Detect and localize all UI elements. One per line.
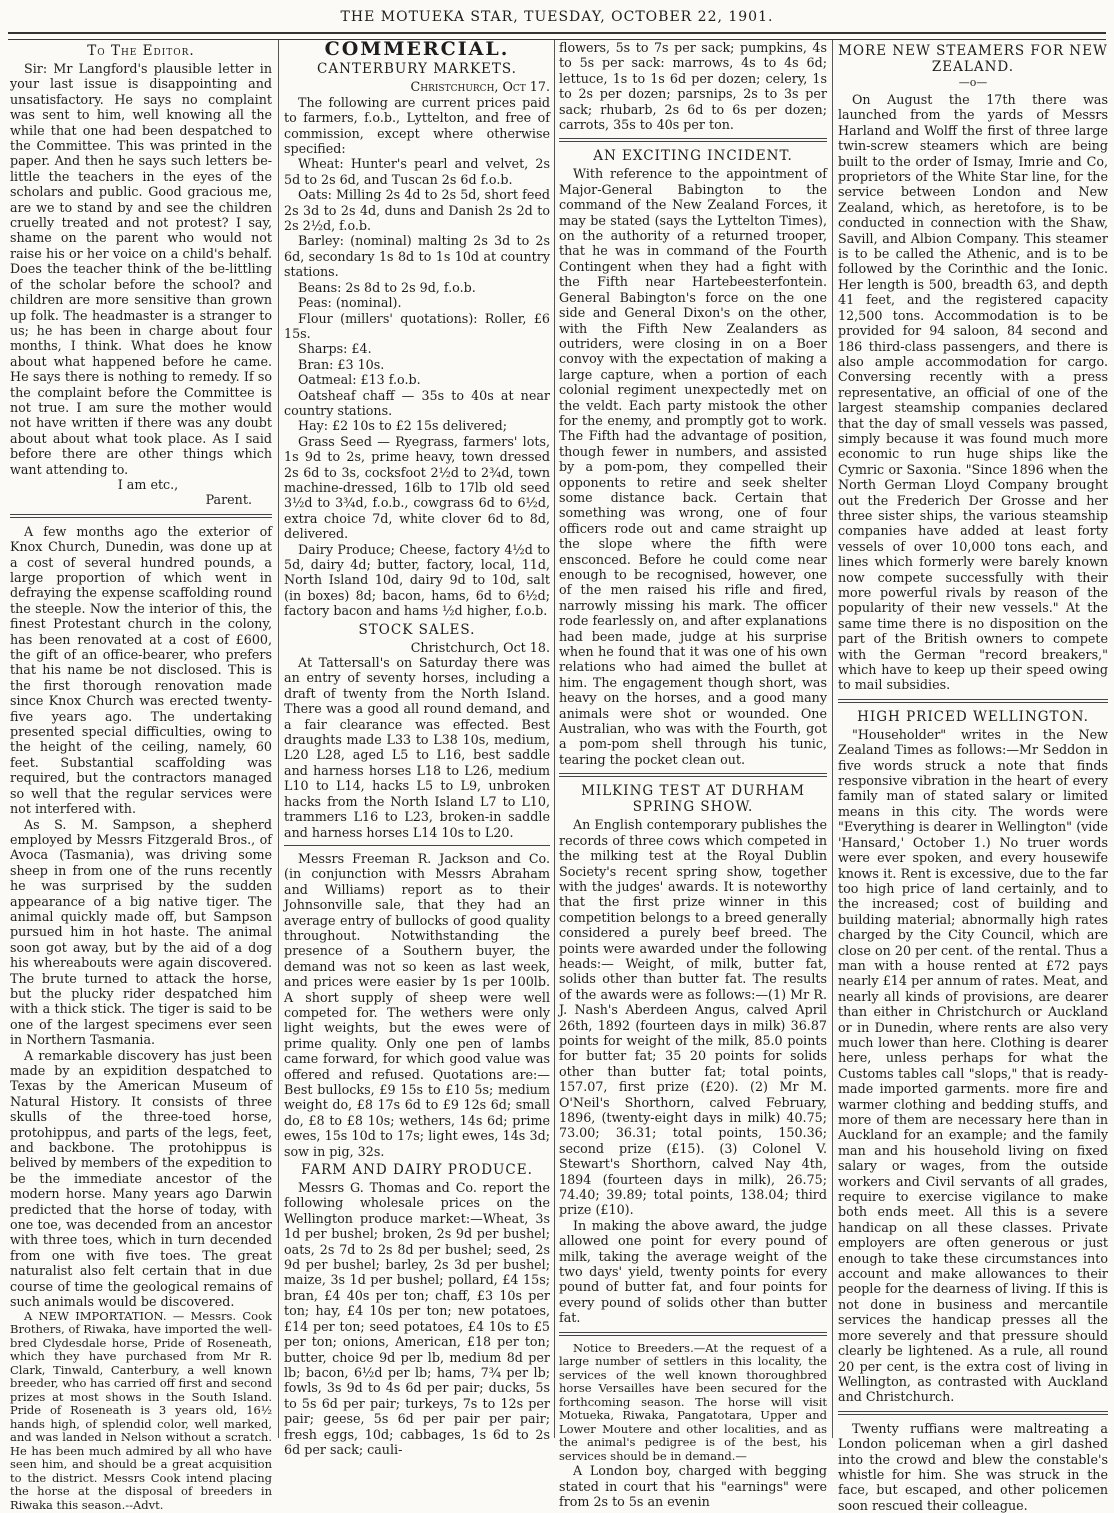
notice-to-breeders: Notice to Breeders.—At the request of a large number of settlers in this locality, the services of the well known thoroughbred horse Versailles have been secured for the forthcoming season. The horse will visit Motueka, Riwaka, Pangatotara, Upper and Lower Moutere and other localities, and as the animal's pedigree is of the best, his services should be in demand.— bbox=[559, 1340, 827, 1463]
wellington-heading: HIGH PRICED WELLINGTON. bbox=[857, 708, 1089, 725]
wellington-body: "Householder" writes in the New Zealand Times as follows:—Mr Seddon in five words struck a note that finds responsive vibration in the heart of every family man of stated salary or limited means in this city. The words were "Everything is dearer in Wellington" (vide 'Hansard,' October 1.) No truer words were ever spoken, and every housewife knows it. Rent is excessive, due to the far too high price of land certainly, and to the increased; cost of building and building material; abnormally high rates charged by the City Council, which are close on 20 per cent. of the rental. Thus a man with a house rented at £72 pays nearly £14 per annum of rates. Meat, and nearly all kinds of provisions, are dearer than either in Christchurch or Auckland or in Dunedin, where rents are also very much lower than here. Clothing is dearer here, unless perhaps for what the Customs tables call "slops," that is ready-made imported garments. more fire and warmer clothing and bedding stuffs, and more of them are necessary here than in Auckland for an example; and the family man and his household living on fixed salary or wages, from the outside workers and Civil servants of all grades, require to exercise vigilance to make both ends meet. All this is a severe handicap on all these classes. Private employers are often generous or just enough to take these circumstances into account and make allowances to their people for the dearness of living. If this is not done in business and mercantile services the handicap presses all the more severely and that pressure should clearly be lightened. As a rule, all round 20 per cent, is the extra cost of living in Wellington, as contrasted with Auckland and Christchurch. bbox=[838, 726, 1108, 1405]
letter-signature: Parent. bbox=[205, 492, 252, 508]
price-oatmeal: Oatmeal: £13 f.o.b. bbox=[298, 372, 421, 388]
article-johnsonville-sale: Messrs Freeman R. Jackson and Co. (in conjunction with Messrs Abraham and Williams) report as to their Johnsonville sale, that they had an average entry of bullocks of good quality throughout. Notwithstanding the presence of a Southern buyer, the demand was not so keen as last week, and prices were easier by 1s per 100lb. A short supply of sheep were well competed for. The wethers were only light weights, but the ewes were of prime quality. Only one pen of lambs came forward, for which good value was offered and refused. Quotations are:—Best bullocks, £9 15s to £10 5s; medium weight do, £8 17s 6d to £9 12s 6d; small do, £8 to £8 10s; wethers, 14s 6d; prime ewes, 15s 10d to 17s; light ewes, 14s 3d; sow in pig, 32s. bbox=[284, 850, 550, 1159]
markets-dateline: Christchurch, Oct 17. bbox=[410, 79, 550, 95]
article-discovery: A remarkable discovery has just been made by an expidition despatched to Texas by the American Museum of Natural History. It consists of three skulls of the three-toed horse, protohippus, and parts of the legs, feet, and backbone. The protohippus is belived by members of the expedition to be the immediate ancestor of the modern horse. Many years ago Darwin predicted that the horse of today, with one toe, was decended from an ancestor with three toes, which in turn decended from one with five toes. The great naturalist also felt certain that in due course of time the geological remains of such animals would be discovered. bbox=[10, 1047, 272, 1310]
price-bran: Bran: £3 10s. bbox=[298, 356, 385, 372]
column-rule bbox=[554, 40, 555, 1438]
farm-heading: FARM AND DAIRY PRODUCE. bbox=[301, 1162, 533, 1179]
section-divider bbox=[559, 1332, 827, 1336]
section-divider bbox=[559, 773, 827, 777]
markets-intro: The following are current prices paid to farmers, f.o.b., Lyttelton, and free of commission, except where otherwise specified: bbox=[284, 94, 550, 157]
stock-body: At Tattersall's on Saturday there was an entry of seventy horses, including a draft of twenty from the North Island. There was a good all round demand, and a fair clearance was effected. Best draughts made L33 to L38 10s, medium, L20 L28, aged L5 to L16, best saddle and harness horses L18 to L26, medium L10 to L14, hacks L5 to L9, unbroken hacks from the North Island L7 to L10, trammers L16 to L23, broken-in saddle and harness horses L14 10s to L20. bbox=[284, 655, 550, 840]
section-divider bbox=[838, 699, 1108, 703]
column-2 bbox=[284, 38, 550, 1457]
column-1 bbox=[10, 40, 272, 1512]
milking-award: In making the above award, the judge allowed one point for every pound of milk, taking the average weight of the two days' yield, twenty points for every pound of butter fat, and four points for every pound of solids other than butter fat. bbox=[559, 1217, 827, 1326]
section-divider bbox=[10, 514, 272, 518]
section-divider bbox=[838, 1411, 1108, 1415]
price-hay: Hay: £2 10s to £2 15s delivered; bbox=[298, 418, 507, 434]
price-sharps: Sharps: £4. bbox=[298, 341, 372, 357]
stock-dateline: Christchurch, Oct 18. bbox=[410, 639, 550, 655]
produce-continued: flowers, 5s to 7s per sack; pumpkins, 4s to 5s per sack: marrows, 4s to 4s 6d; lettuce, 1s to 1s 6d per dozen; celery, 1s to 2s per dozen; parsnips, 2s to 3s per sack; rhubarb, 2s 6d to 6s per dozen; carrots, 35s to 40s per ton. bbox=[559, 40, 827, 133]
milking-heading: MILKING TEST AT DURHAM SPRING SHOW. bbox=[581, 783, 805, 816]
steamers-heading: MORE NEW STEAMERS FOR NEW ZEALAND. bbox=[838, 43, 1108, 75]
article-tiger: As S. M. Sampson, a shepherd employed by Messrs Fitzgerald Bros., of Avoca (Tasmania), was driving some sheep in from one of the runs recently he was surprised by the sudden appearance of a big native tiger. The animal quickly made off, but Sampson pursued him in hot haste. The animal soon got away, but by the aid of a dog his whereabouts were again discovered. The brute turned to attack the horse, but the plucky rider despatched him with a thick stick. The tiger is said to be one of the largest specimens ever seen in Northern Tasmania. bbox=[10, 816, 272, 1048]
price-flour: Flour (millers' quotations): Roller, £6 15s. bbox=[284, 310, 550, 341]
price-beans: Beans: 2s 8d to 2s 9d, f.o.b. bbox=[298, 279, 476, 295]
price-peas: Peas: (nominal). bbox=[298, 295, 402, 311]
price-grass-seed: Grass Seed — Ryegrass, farmers' lots, 1s 9d to 2s, prime heavy, town dressed 2s 6d to 3s, cocksfoot 2½d to 2¾d, town machine-dressed, 16lb to 17lb old seed 3½d to 3¾d, f.o.b., cowgrass 6d to 6½d, extra choice 7d, white clover 6d to 8d, delivered. bbox=[284, 433, 550, 542]
letter-heading: To The Editor. bbox=[87, 43, 195, 59]
advert-importation: A NEW IMPORTATION. — Messrs. Cook Brothers, of Riwaka, have imported the well-bred Clydesdale horse, Pride of Roseneath, which they have purchased from Mr R. Clark, Tinwald, Canterbury, a well known breeder, who has carried off first and second prizes at most shows in the South Island. Pride of Roseneath is 3 years old, 16½ hands high, of splendid color, well marked, and was landed in Nelson without a scratch. He has been much admired by all who have seen him, and should be a great acquisition to the district. Messrs Cook intend placing the horse at the disposal of breeders in Riwaka this season.--Advt. bbox=[10, 1308, 272, 1512]
price-dairy: Dairy Produce; Cheese, factory 4½d to 5d, dairy 4d; butter, factory, local, 11d, North Island 10d, dairy 9d to 10d, salt (in boxes) 8d; bacon, hams, 6d to 6½d; factory bacon and hams ½d higher, f.o.b. bbox=[284, 541, 550, 619]
column-3 bbox=[559, 40, 828, 1509]
column-rule bbox=[278, 40, 279, 1438]
farm-body: Messrs G. Thomas and Co. report the following wholesale prices on the Wellington produce market:—Wheat, 3s 1d per bushel; broken, 2s 9d per bushel; oats, 2s 7d to 2s 8d per bushel; seed, 2s 9d per bushel; barley, 2s 3d per bushel; maize, 3s 1d per bushel; pollard, £4 15s; bran, £4 40s per ton; chaff, £3 10s per ton; hay, £4 10s per ton; new potatoes, £14 per ton; seed potatoes, £4 10s to £5 per ton; onions, American, £18 per ton; butter, choice 9d per lb, medium 8d per lb; bacon, 6½d per lb; hams, 7¾ per lb; fowls, 3s 9d to 4s 6d per pair; ducks, 5s to 5s 6d per pair; turkeys, 7s to 12s per pair; geese, 5s 6d per pair per pair; fresh eggs, 10d; cabbages, 1s 6d to 2s 6d per sack; cauli- bbox=[284, 1180, 550, 1457]
masthead-rule bbox=[8, 32, 1106, 40]
steamers-body: On August the 17th there was launched from the yards of Messrs Harland and Wolff the first of three large twin-screw steamers which are being built to the order of Ismay, Imrie and Co, proprietors of the White Star line, for the service between London and New Zealand, which, as heretofore, is to be conducted in connection with the Shaw, Savill, and Albion Company. This steamer is to be called the Athenic, and is to be followed by the Corinthic and the Ionic. Her length is 500, breadth 63, and depth 41 feet, and the registered capacity 12,500 tons. Accommodation is to be provided for 94 saloon, 84 second and 186 third-class passengers, and there is also ample accommodation for cargo. Conversing recently with a press representative, an official of one of the largest steamship companies declared that the day of small vessels was passed, simply because it was found much more economic to run huge ships like the Cymric or Saxonia. "Since 1896 when the North German Lloyd Company brought out the Frederich Der Grosse and her three sister ships, the various steamship companies have added at least forty vessels of over 10,000 tons each, and lines which formerly were barely known now compete successfully with their more powerful rivals by reason of the popularity of their new vessels." At the same time there is no disposition on the part of the British owners to compete with the German "record breakers," which have to keep up their speed owing to mail subsidies. bbox=[838, 92, 1108, 693]
section-divider bbox=[559, 138, 827, 142]
column-4 bbox=[838, 40, 1108, 1513]
price-barley: Barley: (nominal) malting 2s 3d to 2s 6d, secondary 1s 8d to 1s 10d at country stations. bbox=[284, 233, 550, 280]
letter-body: Sir: Mr Langford's plausible letter in your last issue is disappointing and unsatisfactory. He says no complaint was sent to him, well knowing all the while that one had been despatched to the Committee. This was printed in the paper. And then he says such letters be-little the teachers in the eyes of the scholars and public. Good gracious me, are we to stand by and see the children cruelly treated and not protest? I say, shame on the parent who would not raise his or her voice on a child's behalf. Does the teacher think of the be-littling of the scholar before the school? and children are more sensitive than grown up folk. The headmaster is a stranger to us; he has been in charge about four months, I think. What does he know about what happened before he came. He says there is nothing to remedy. If so the complaint before the Committee is not true. I am sure the mother would not have written if there was any doubt about about what took place. As I said before there are other things which want attending to. bbox=[10, 61, 272, 477]
incident-heading: AN EXCITING INCIDENT. bbox=[593, 148, 793, 165]
price-oats: Oats: Milling 2s 4d to 2s 5d, short feed 2s 3d to 2s 4d, duns and Danish 2s 2d to 2s 2½d, f.o.b. bbox=[284, 187, 550, 234]
masthead: THE MOTUEKA STAR, TUESDAY, OCTOBER 22, 1901. bbox=[340, 9, 774, 25]
price-oatsheaf: Oatsheaf chaff — 35s to 40s at near country stations. bbox=[284, 387, 550, 418]
milking-body: An English contemporary publishes the records of three cows which competed in the milking test at the Royal Dublin Society's recent spring show, together with the judges' awards. It is noteworthy that the first prize winner in this competition belongs to a breed generally considered a purely beef breed. The points were awarded under the following heads:— Weight, of milk, butter fat, solids other than butter fat. The results of the awards were as follows:—(1) Mr R. J. Nash's Aberdeen Angus, calved April 26th, 1892 (fourteen days in milk) 36.87 points for weight of the milk, 85.0 points for butter fat; 35 20 points for solids other than butter fat; total points, 157.07, first prize (£20). (2) Mr M. O'Neil's Shorthorn, calved February, 1896, (twenty-eight days in milk) 40.75; 73.00; 36.31; total points, 150.36; second prize (£15). (3) Colonel V. Stewart's Shorthorn, calved Nay 4th, 1894 (fourteen days in milk), 26.75; 74.40; 39.89; total points, 138.04; third prize (£10). bbox=[559, 817, 828, 1218]
section-divider bbox=[284, 845, 550, 846]
stock-heading: STOCK SALES. bbox=[358, 621, 476, 638]
section-title: COMMERCIAL. bbox=[324, 38, 510, 60]
ornament-divider: —o— bbox=[958, 76, 988, 89]
letter-closing: I am etc., bbox=[117, 476, 179, 492]
price-wheat: Wheat: Hunter's pearl and velvet, 2s 5d to 2s 6d, and Tuscan 2s 6d f.o.b. bbox=[284, 156, 550, 187]
markets-heading: CANTERBURY MARKETS. bbox=[317, 61, 517, 78]
article-london-boy: A London boy, charged with begging stated in court that his "earnings" were from 2s to 5s an evenin bbox=[559, 1463, 827, 1509]
article-knox-church: A few months ago the exterior of Knox Church, Dunedin, was done up at a cost of several hundred pounds, a large proportion of which went in defraying the expense scaffolding round the steeple. Now the interior of this, the finest Protestant church in the colony, has been renovated at a cost of £600, the gift of an office-bearer, who prefers that his name be not disclosed. This is the first thorough renovation made since Knox Church was erected twenty-five years ago. The undertaking presented special difficulties, owing to the height of the ceiling, namely, 60 feet. Substantial scaffolding was required, but the contractors managed so well that the regular services were not interfered with. bbox=[10, 523, 272, 817]
column-rule bbox=[832, 40, 833, 1438]
incident-body: With reference to the appointment of Major-General Babington to the command of the New Zealand Forces, it may be stated (says the Lyttelton Times), on the authority of a returned trooper, that he was in command of the Fourth Contingent when they had a fight with the Fifth near Hartebeesterfontein. General Babington's force on the one side and General Dixon's on the other, with the Fifth New Zealanders as outriders, were closing in on a Boer convoy with the expectation of making a large capture, when a portion of each colonial regiment unexpectedly met on the veldt. Each party mistook the other for the enemy, and promptly got to work. The Fifth had the advantage of position, though fewer in numbers, and assisted by a pom-pom, they compelled their opponents to retire and seek shelter some distance back. Certain that something was wrong, one of four officers rode out and came straight up the slope where the fifth were ensconced. Before he could come near enough to be recognised, however, one of the men raised his rifle and fired, narrowly missing his mark. The officer rode fearlessly on, and after explanations had been made, judge at his surprise when he found that it was one of his own relations who had aimed the bullet at him. The engagement though short, was heavy on the horses, and a good many animals were shot or wounded. One Australian, who was with the Fourth, got a pom-pom shell through his tunic, tearing the pocket clean out. bbox=[559, 166, 827, 767]
article-ruffians: Twenty ruffians were maltreating a London policeman when a girl dashed into the crowd and blew the constable's whistle for him. She was struck in the face, but escaped, and other policemen soon rescued their colleague. bbox=[838, 1420, 1108, 1513]
